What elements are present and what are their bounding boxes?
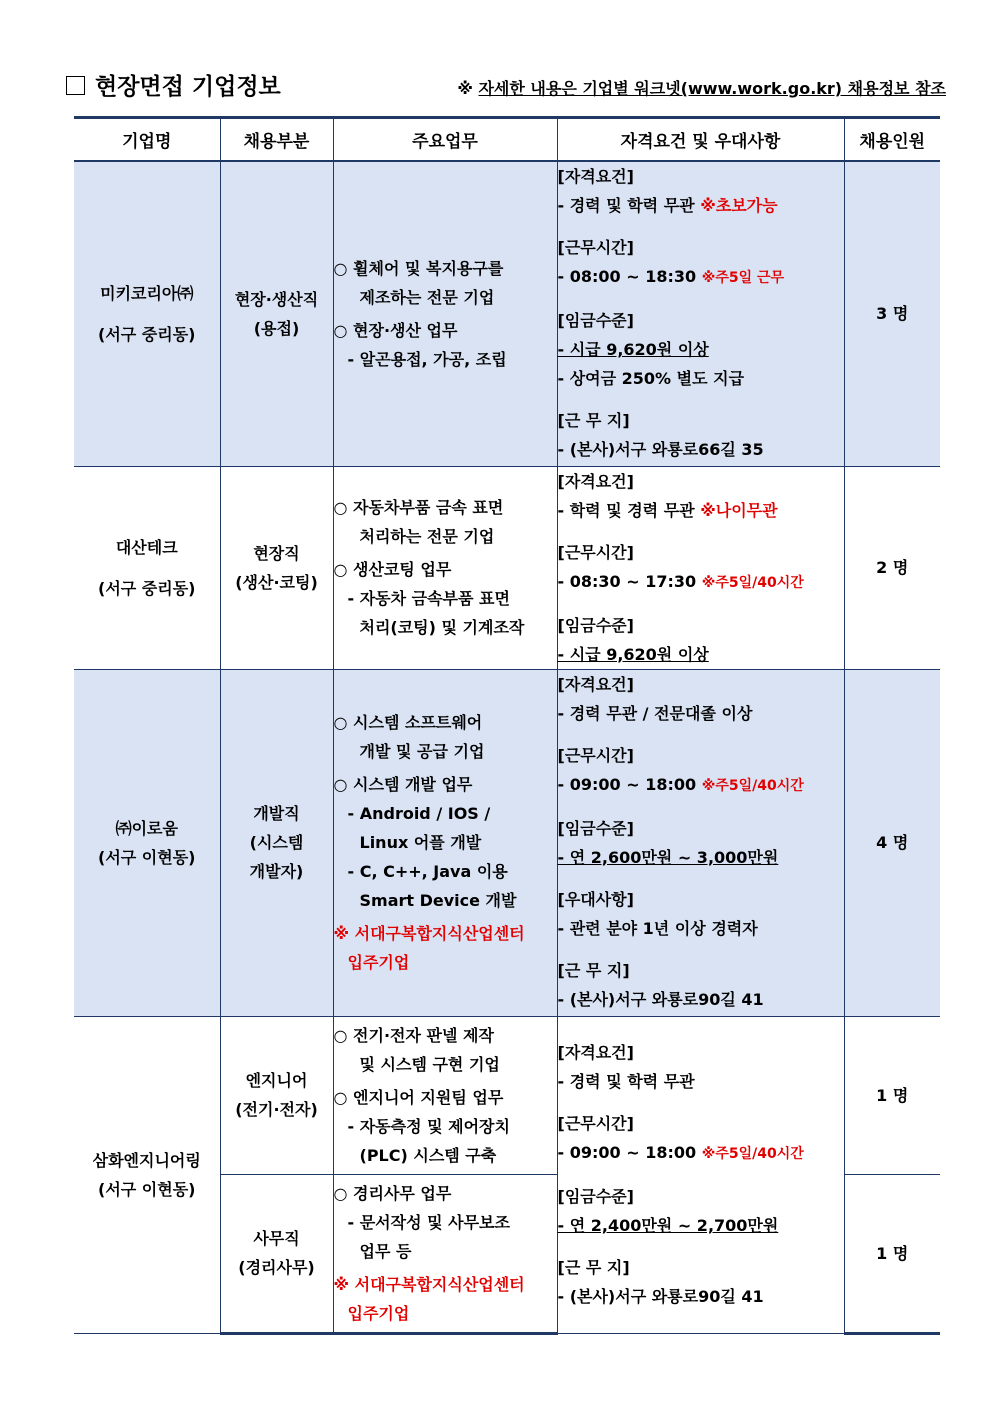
hours-note: ※주5일/40시간: [701, 777, 804, 794]
company-cell: [74, 161, 220, 466]
duty-line: - 알곤용접, 가공, 조립: [347, 349, 507, 369]
duty-line: 처리하는 전문 기업: [359, 527, 495, 546]
company-location: (서구 중리동): [98, 324, 196, 344]
page-title: 현장면접 기업정보: [66, 68, 281, 101]
position-cell: [220, 161, 333, 466]
position-line: (전기·전자): [235, 1100, 318, 1119]
position-cell: [220, 669, 333, 1016]
position-line: (생산·코팅): [235, 572, 318, 592]
position-line: (용접): [253, 318, 300, 338]
duties-cell: [333, 1016, 557, 1174]
position-line: 사무직: [253, 1229, 300, 1248]
duties-cell: [333, 161, 557, 466]
duties-cell: [333, 466, 557, 669]
req-hours: [근무시간] - 08:00 ~ 18:30 ※주5일 근무: [557, 238, 785, 286]
duty-block: ○ 경리사무 업무 - 문서작성 및 사무보조 업무 등: [333, 1183, 510, 1261]
req-wage: [임금수준] - 연 2,600만원 ~ 3,000만원: [557, 818, 779, 867]
table-row: [74, 161, 940, 466]
col-header-headcount: 채용인원: [844, 118, 940, 162]
hours-note: ※주5일/40시간: [701, 574, 804, 591]
position-line: (경리사무): [238, 1258, 315, 1277]
duty-line: 처리(코팅) 및 기계조작: [359, 618, 525, 637]
company-name: 삼화엔지니어링: [92, 1150, 201, 1170]
duty-note: ※ 서대구복합지식산업센터 입주기업: [333, 924, 525, 972]
req-hours: [근무시간] - 09:00 ~ 18:00 ※주5일/40시간: [557, 1114, 804, 1162]
duty-block: ○ 엔지니어 지원팀 업무 - 자동측정 및 제어장치 (PLC) 시스템 구축: [333, 1087, 510, 1165]
req-qualification: [자격요건] - 경력 무관 / 전문대졸 이상: [557, 674, 753, 723]
duty-line: - 자동차 금속부품 표면: [347, 589, 510, 608]
requirements-cell: [557, 466, 844, 669]
requirements-cell: [557, 161, 844, 466]
hours-note: ※주5일/40시간: [701, 1146, 804, 1162]
position-cell: [220, 1174, 333, 1333]
col-header-company: 기업명: [74, 118, 220, 162]
page-header: [66, 66, 946, 106]
req-wage: [임금수준] - 연 2,400만원 ~ 2,700만원: [557, 1187, 779, 1235]
duty-block: [334, 555, 557, 642]
position-line: (시스템: [249, 833, 304, 852]
table-header-row: [74, 118, 940, 162]
company-cell: [74, 466, 220, 669]
qual-note: ※나이무관: [700, 500, 778, 520]
duty-block: ○ 시스템 개발 업무 - Android / IOS / Linux 어플 개발 - C, C++, Java 이용 Smart Device 개발: [333, 775, 517, 910]
req-hours: [근무시간] - 09:00 ~ 18:00 ※주5일/40시간: [557, 745, 804, 794]
reference-note-text: 자세한 내용은 기업별 워크넷(www.work.go.kr) 채용정보 참조: [478, 79, 946, 98]
company-name: 미키코리아㈜: [100, 283, 194, 303]
duty-block: ○ 시스템 소프트웨어 개발 및 공급 기업: [333, 713, 485, 761]
position-line: 개발직: [253, 804, 300, 823]
req-site: [근 무 지] - (본사)서구 와룡로90길 41: [557, 960, 764, 1009]
headcount-cell: 2 명: [844, 466, 940, 669]
req-site: [근 무 지] - (본사)서구 와룡로66길 35: [557, 411, 764, 459]
duty-line: ○ 휠체어 및 복지용구를: [333, 258, 504, 278]
headcount-cell: 1 명: [844, 1016, 940, 1174]
position-line: 현장·생산직: [234, 289, 319, 309]
hours-note: ※주5일 근무: [701, 270, 785, 286]
company-location: (서구 이현동): [98, 1179, 196, 1199]
duty-block: ○ 전기·전자 판넬 제작 및 시스템 구현 기업: [333, 1025, 500, 1074]
qual-note: ※초보가능: [700, 196, 778, 215]
checkbox-square-icon: [66, 76, 85, 95]
company-location: (서구 중리동): [98, 578, 196, 598]
requirements-cell: [557, 1016, 844, 1333]
req-wage: [임금수준] - 시급 9,620원 이상 - 상여금 250% 별도 지급: [557, 311, 745, 388]
duty-note: ※ 서대구복합지식산업센터 입주기업: [333, 1274, 525, 1323]
duties-cell: [333, 669, 557, 1016]
headcount-cell: 4 명: [844, 669, 940, 1016]
duty-line: ○ 생산코팅 업무: [333, 560, 452, 579]
company-name: ㈜이로움: [115, 818, 178, 838]
duty-line: ○ 현장·생산 업무: [333, 320, 458, 340]
table-row: [74, 669, 940, 1016]
position-cell: [220, 466, 333, 669]
col-header-position: 채용부분: [220, 118, 333, 162]
req-preference: [우대사항] - 관련 분야 1년 이상 경력자: [557, 889, 758, 938]
req-hours: [근무시간] - 08:30 ~ 17:30 ※주5일/40시간: [557, 542, 804, 591]
requirements-cell: [557, 669, 844, 1016]
company-cell: [74, 669, 220, 1016]
duty-block: [334, 254, 557, 312]
reference-note: ※ 자세한 내용은 기업별 워크넷(www.work.go.kr) 채용정보 참조: [457, 79, 946, 98]
company-table: [74, 116, 940, 1335]
company-cell: [74, 1016, 220, 1333]
company-location: (서구 이현동): [98, 847, 196, 867]
duty-line: 제조하는 전문 기업: [359, 287, 495, 307]
position-line: 현장직: [253, 543, 300, 563]
col-header-duties: 주요업무: [333, 118, 557, 162]
col-header-requirements: 자격요건 및 우대사항: [557, 118, 844, 162]
position-line: 개발자): [249, 862, 304, 881]
headcount-cell: 1 명: [844, 1174, 940, 1333]
req-wage: [임금수준] - 시급 9,620원 이상: [557, 615, 709, 664]
req-qualification: [자격요건] - 경력 및 학력 무관 ※초보가능: [557, 167, 778, 215]
headcount-cell: 3 명: [844, 161, 940, 466]
duty-block: [334, 493, 557, 551]
duty-line: ○ 자동차부품 금속 표면: [333, 498, 504, 517]
req-site: [근 무 지] - (본사)서구 와룡로90길 41: [557, 1258, 764, 1306]
position-line: 엔지니어: [245, 1071, 308, 1090]
req-qualification: [자격요건] - 학력 및 경력 무관 ※나이무관: [557, 471, 778, 520]
duties-cell: [333, 1174, 557, 1333]
req-qualification: [자격요건] - 경력 및 학력 무관: [557, 1043, 695, 1091]
company-name: 대산테크: [115, 537, 178, 557]
duty-block: [334, 316, 557, 374]
position-cell: [220, 1016, 333, 1174]
table-row: [74, 466, 940, 669]
table-row: [74, 1016, 940, 1174]
